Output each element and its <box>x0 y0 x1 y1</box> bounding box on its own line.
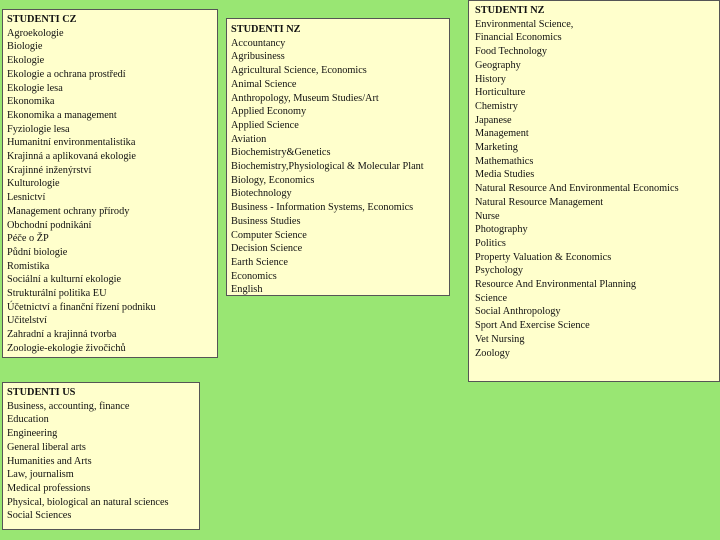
list-item: Ekologie a ochrana prostředí <box>7 68 126 80</box>
studenti-nz-list-2 <box>475 18 715 361</box>
list-item: Krajinné inženýrství <box>7 164 92 176</box>
list-item: Social Sciences <box>7 510 72 522</box>
list-item: Politics <box>475 237 506 249</box>
list-item: Psychology <box>475 265 524 277</box>
studenti-us-list <box>7 400 195 523</box>
list-item: Resource And Environmental Planning <box>475 279 637 291</box>
list-item: Engineering <box>7 428 58 440</box>
studenti-us-box <box>2 382 200 530</box>
list-item: Applied Science <box>231 119 299 131</box>
list-item: Kulturologie <box>7 178 60 190</box>
list-item: General liberal arts <box>7 441 86 453</box>
studenti-cz-list <box>7 27 213 356</box>
list-item: Geography <box>475 59 521 71</box>
studenti-nz-title-1: STUDENTI NZ <box>231 24 301 35</box>
list-item: Ekonomika <box>7 96 55 108</box>
list-item: Mathemathics <box>475 155 534 167</box>
list-item: Management <box>475 128 529 140</box>
list-item: Péče o ŽP <box>7 233 49 245</box>
list-item: Decision Science <box>231 243 303 255</box>
list-item: Ekologie <box>7 55 45 67</box>
list-item: Účetnictví a finanční řízení podniku <box>7 301 156 313</box>
list-item: Financial Economics <box>475 32 562 44</box>
list-item: Ekologie lesa <box>7 82 63 94</box>
list-item: Economics <box>231 270 277 282</box>
list-item: Krajinná a aplikovaná ekologie <box>7 151 136 163</box>
studenti-us-title: STUDENTI US <box>7 387 76 398</box>
list-item: Agribusiness <box>231 51 285 63</box>
list-item: Media Studies <box>475 169 535 181</box>
list-item: Law, journalism <box>7 469 74 481</box>
studenti-nz-list-1 <box>231 37 445 296</box>
list-item: Aviation <box>231 133 267 145</box>
list-item: Sociální a kulturní ekologie <box>7 274 122 286</box>
list-item: Science <box>475 292 508 304</box>
list-item: Property Valuation & Economics <box>475 251 612 263</box>
list-item: Environmental Science, <box>475 18 574 30</box>
list-item: Nurse <box>475 210 500 222</box>
list-item: Earth Science <box>231 256 288 268</box>
list-item: Romistika <box>7 260 50 272</box>
list-item: Zahradní a krajinná tvorba <box>7 329 117 341</box>
list-item: Agricultural Science, Economics <box>231 65 367 77</box>
list-item: Humanitní environmentalistika <box>7 137 136 149</box>
list-item: Business - Information Systems, Economics <box>231 202 414 214</box>
list-item: Natural Resource And Environmental Economics <box>475 183 679 195</box>
list-item: Biochemistry,Physiological & Molecular Plant <box>231 161 424 173</box>
studenti-nz-box-1 <box>226 18 450 296</box>
list-item: Social Anthropology <box>475 306 561 318</box>
list-item: Strukturální politika EU <box>7 288 107 300</box>
studenti-nz-box-2 <box>468 0 720 382</box>
list-item: Accountancy <box>231 37 286 49</box>
list-item: Natural Resource Management <box>475 196 604 208</box>
list-item: Biology, Economics <box>231 174 315 186</box>
studenti-cz-box <box>2 9 218 358</box>
list-item: Photography <box>475 224 528 236</box>
list-item: Chemistry <box>475 100 518 112</box>
studenti-cz-title: STUDENTI CZ <box>7 14 77 25</box>
list-item: Business, accounting, finance <box>7 400 130 412</box>
list-item: Computer Science <box>231 229 307 241</box>
list-item: Humanities and Arts <box>7 455 92 467</box>
list-item: Sport And Exercise Science <box>475 320 590 332</box>
list-item: Lesnictví <box>7 192 46 204</box>
list-item: Food Technology <box>475 46 548 58</box>
studenti-nz-title-2: STUDENTI NZ <box>475 5 545 16</box>
list-item: Biochemistry&Genetics <box>231 147 331 159</box>
list-item: Učitelství <box>7 315 48 327</box>
list-item: Ekonomika a management <box>7 109 117 121</box>
list-item: Agroekologie <box>7 27 64 39</box>
list-item: Půdní biologie <box>7 246 68 258</box>
list-item: Biologie <box>7 41 43 53</box>
list-item: English <box>231 284 263 296</box>
list-item: Education <box>7 414 49 426</box>
list-item: Fyziologie lesa <box>7 123 70 135</box>
list-item: Management ochrany přírody <box>7 205 130 217</box>
list-item: Obchodní podnikání <box>7 219 92 231</box>
list-item: Biotechnology <box>231 188 292 200</box>
list-item: Horticulture <box>475 87 526 99</box>
list-item: Zoologie-ekologie živočichů <box>7 342 126 354</box>
list-item: Business Studies <box>231 215 301 227</box>
list-item: Applied Economy <box>231 106 307 118</box>
list-item: Marketing <box>475 142 518 154</box>
list-item: Medical professions <box>7 482 91 494</box>
list-item: Anthropology, Museum Studies/Art <box>231 92 379 104</box>
list-item: Animal Science <box>231 78 297 90</box>
list-item: Physical, biological an natural sciences <box>7 496 169 508</box>
list-item: Zoology <box>475 347 510 359</box>
list-item: Vet Nursing <box>475 333 525 345</box>
list-item: History <box>475 73 506 85</box>
list-item: Japanese <box>475 114 512 126</box>
